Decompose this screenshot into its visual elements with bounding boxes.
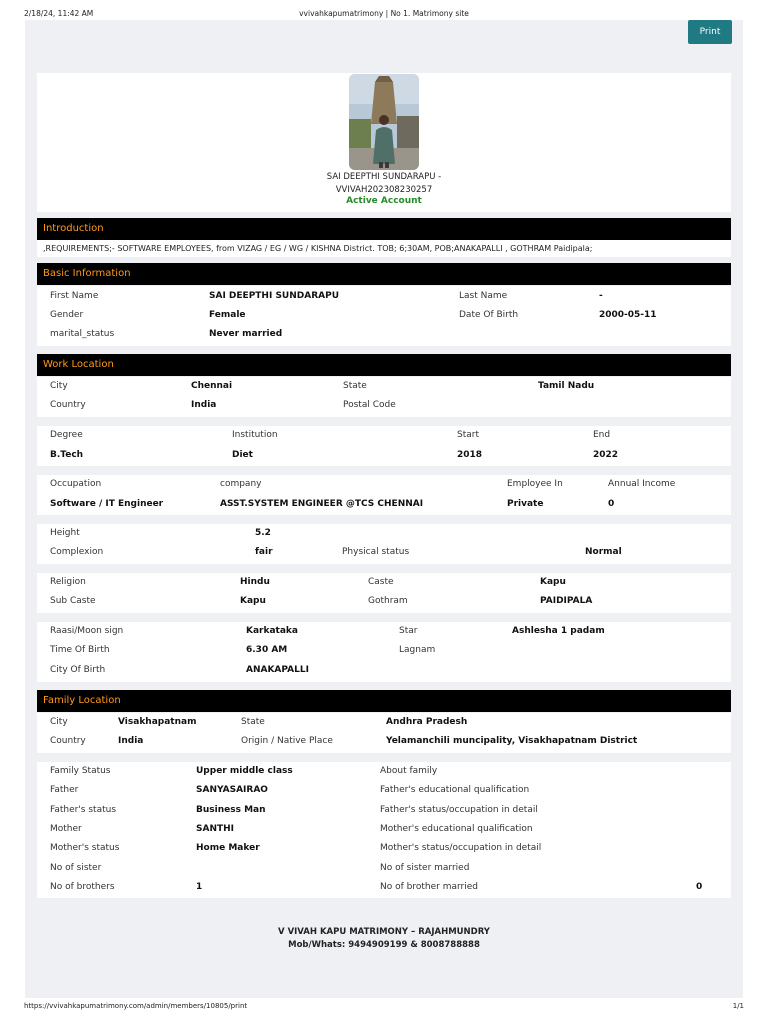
caste-value: Kapu [540,577,566,587]
caste-label: Caste [368,577,394,587]
brother-married-value: 0 [696,882,703,892]
family-country-value: India [118,736,144,746]
profile-card [37,73,731,212]
sister-married-label: No of sister married [380,863,470,873]
no-of-sister-label: No of sister [50,863,102,873]
work-state-value: Tamil Nadu [538,381,595,391]
postal-code-label: Postal Code [343,400,396,410]
profile-name: SAI DEEPTHI SUNDARAPU - [326,172,442,182]
work-state-label: State [343,381,367,391]
degree-label: Degree [50,430,83,440]
print-button[interactable]: Print [688,20,732,44]
sub-caste-label: Sub Caste [50,596,96,606]
marital-status-label: marital_status [50,329,115,339]
mother-value: SANTHI [196,824,234,834]
dob-value: 2000-05-11 [599,310,657,320]
last-name-label: Last Name [459,291,508,301]
start-label: Start [457,430,479,440]
education-card [37,426,731,466]
father-occupation-label: Father's status/occupation in detail [380,805,538,815]
end-label: End [593,430,611,440]
profile-photo [349,74,419,170]
father-value: SANYASAIRAO [196,785,268,795]
annual-income-label: Annual Income [608,479,676,489]
gender-value: Female [209,310,246,320]
profile-name-block [37,171,731,197]
introduction-header: Introduction [37,218,731,240]
family-state-value: Andhra Pradesh [386,717,468,727]
occupation-label: Occupation [50,479,102,489]
about-family-label: About family [380,766,438,776]
company-value: ASST.SYSTEM ENGINEER @TCS CHENNAI [220,499,424,509]
raasi-label: Raasi/Moon sign [50,626,124,636]
time-of-birth-label: Time Of Birth [50,645,110,655]
footer-title: V VIVAH KAPU MATRIMONY – RAJAHMUNDRY [278,927,490,937]
employee-in-value: Private [507,499,544,509]
family-city-value: Visakhapatnam [118,717,197,727]
family-details-card [37,762,731,898]
introduction-text: ,REQUIREMENTS;- SOFTWARE EMPLOYEES, from VIZAG / EG / WG / KISHNA District. TOB; 6;30AM, POB;ANAKAPALLI , GOTHRAM Paidipala; [37,240,731,257]
employee-in-label: Employee In [507,479,563,489]
marital-status-value: Never married [209,329,283,339]
family-status-label: Family Status [50,766,111,776]
mother-occupation-label: Mother's status/occupation in detail [380,843,542,853]
physical-status-label: Physical status [342,547,410,557]
time-of-birth-value: 6.30 AM [246,645,288,655]
star-value: Ashlesha 1 padam [512,626,605,636]
complexion-label: Complexion [50,547,104,557]
father-label: Father [50,785,79,795]
basic-info-card [37,286,731,346]
height-value: 5.2 [255,528,271,538]
document-title: vvivahkapumatrimony | No 1. Matrimony site [299,9,469,18]
work-city-label: City [50,381,68,391]
dob-label: Date Of Birth [459,310,519,320]
father-status-label: Father's status [50,805,117,815]
origin-label: Origin / Native Place [241,736,333,746]
print-date: 2/18/24, 11:42 AM [24,9,94,18]
religion-value: Hindu [240,577,270,587]
religion-card [37,573,731,613]
institution-value: Diet [232,450,253,460]
gothram-label: Gothram [368,596,408,606]
work-country-label: Country [50,400,86,410]
mother-label: Mother [50,824,82,834]
no-of-brothers-label: No of brothers [50,882,115,892]
start-value: 2018 [457,450,483,460]
family-state-label: State [241,717,265,727]
work-country-value: India [191,400,217,410]
print-footer [24,1002,744,1014]
work-city-value: Chennai [191,381,233,391]
basic-info-header: Basic Information [37,263,731,285]
no-of-brothers-value: 1 [196,882,203,892]
mother-status-label: Mother's status [50,843,120,853]
last-name-value: - [599,291,603,301]
page-number: 1/1 [732,1002,744,1010]
family-location-card [37,713,731,753]
family-city-label: City [50,717,68,727]
family-location-header: Family Location [37,690,731,712]
physical-status-value: Normal [585,547,622,557]
lagnam-label: Lagnam [399,645,436,655]
work-location-header: Work Location [37,354,731,376]
footer-contact: Mob/Whats: 9494909199 & 8008788888 [288,940,480,950]
origin-value: Yelamanchili muncipality, Visakhapatnam District [386,736,638,746]
city-of-birth-value: ANAKAPALLI [246,665,309,675]
raasi-value: Karkataka [246,626,298,636]
gender-label: Gender [50,310,84,320]
family-country-label: Country [50,736,86,746]
end-value: 2022 [593,450,619,460]
profile-id: VVIVAH202308230257 [335,185,433,195]
mother-education-label: Mother's educational qualification [380,824,533,834]
first-name-value: SAI DEEPTHI SUNDARAPU [209,291,340,301]
site-footer [25,926,743,952]
father-status-value: Business Man [196,805,266,815]
brother-married-label: No of brother married [380,882,478,892]
height-label: Height [50,528,80,538]
sub-caste-value: Kapu [240,596,266,606]
religion-label: Religion [50,577,86,587]
degree-value: B.Tech [50,450,84,460]
star-label: Star [399,626,418,636]
family-status-value: Upper middle class [196,766,293,776]
astro-card [37,622,731,682]
occupation-value: Software / IT Engineer [50,499,164,509]
mother-status-value: Home Maker [196,843,260,853]
city-of-birth-label: City Of Birth [50,665,106,675]
account-status: Active Account [346,196,422,206]
page-url: https://vvivahkapumatrimony.com/admin/members/10805/print [24,1002,248,1010]
work-location-card [37,377,731,417]
institution-label: Institution [232,430,278,440]
company-label: company [220,479,262,489]
job-card [37,475,731,515]
first-name-label: First Name [50,291,99,301]
gothram-value: PAIDIPALA [540,596,593,606]
physical-card [37,524,731,564]
annual-income-value: 0 [608,499,615,509]
father-education-label: Father's educational qualification [380,785,530,795]
complexion-value: fair [255,547,273,557]
